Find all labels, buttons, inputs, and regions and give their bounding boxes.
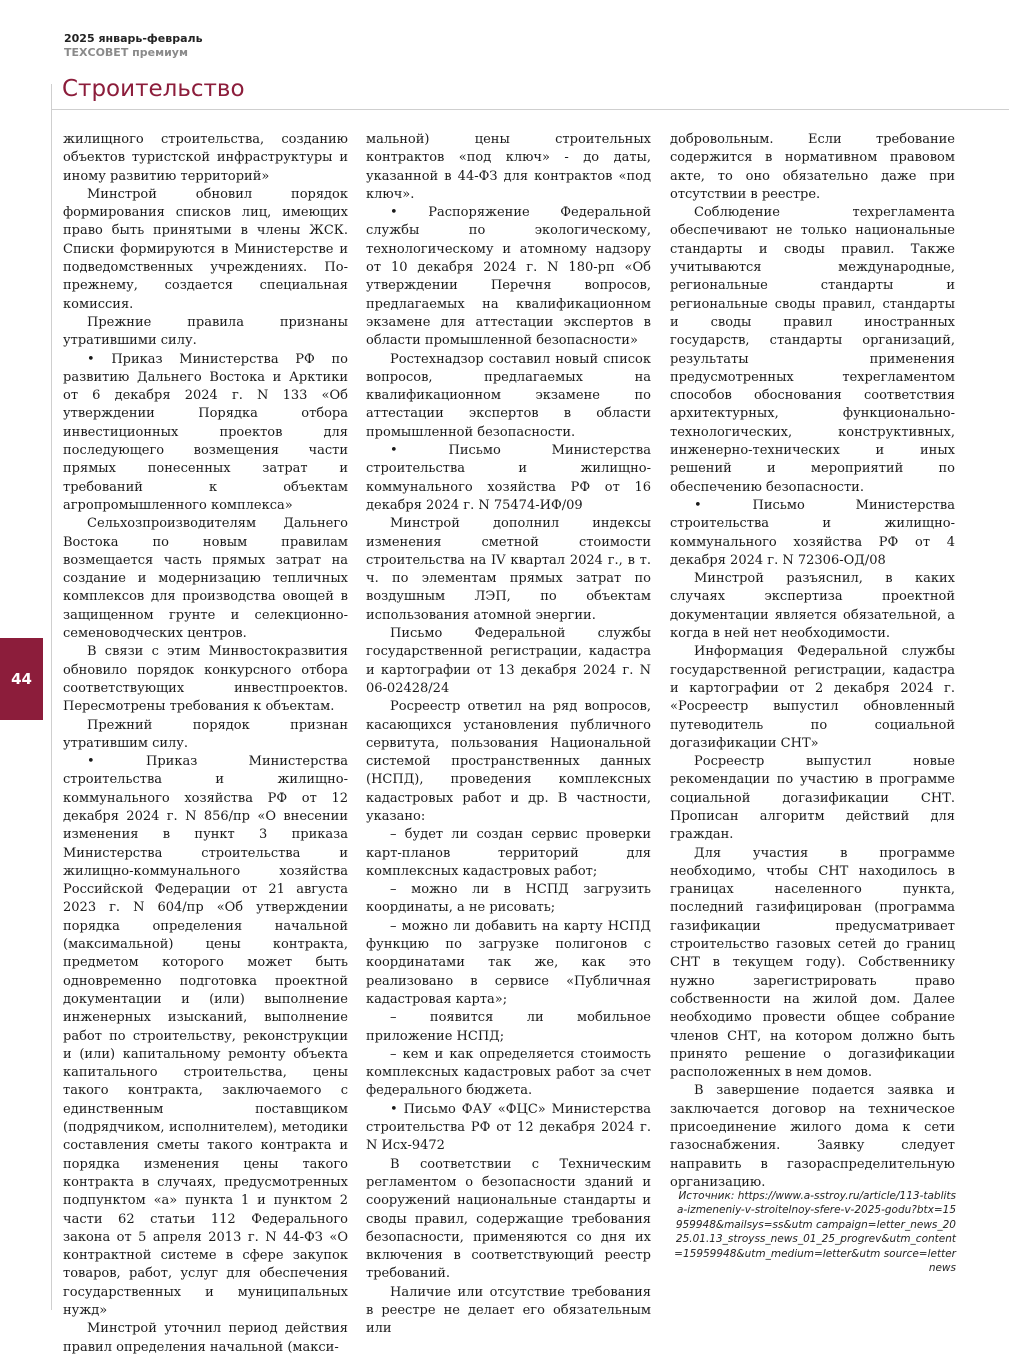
paragraph: • Распоряжение Федеральной службы по экологическому, технологическому и атомному надзору от 10 декабря 2024 г. N 180-рп «Об утверждении Перечня вопросов, предлагаемых на квалификационном экзамене для аттестации экспертов в области промышленной безопасности» [366, 205, 651, 349]
paragraph: Росреестр выпустил новые рекомендации по участию в программе социальной догазификации СНТ. Прописан алгоритм действий для граждан. [670, 754, 955, 843]
paragraph: Минстрой разъяснил, в каких случаях экспертиза проектной документации является обязательной, а когда в ней нет необходимости. [670, 571, 955, 642]
paragraph: Информация Федеральной службы государственной регистрации, кадастра и картографии от 2 декабря 2024 г. «Росреестр выпустил обновленный путеводитель по социальной догазификации СНТ» [670, 644, 955, 751]
paragraph: • Приказ Министерства строительства и жилищно-коммунального хозяйства РФ от 12 декабря 2024 г. N 856/пр «О внесении изменения в пункт 3 приказа Министерства строительства и жилищно-коммунального хозяйства Российской Федерации от 21 августа 2023 г. N 604/пр «Об утверждении порядка определения начальной (максимальной) цены контракта, предметом которого может быть одновременно подготовка проектной документации и (или) выполнение инженерных изысканий, выполнение работ по строительству, реконструкции и (или) капитальному ремонту объекта капитального строительства, цены такого контракта, заключаемого с единственным поставщиком (подрядчиком, исполнителем), методики составления сметы такого контракта и порядка изменения цены такого контракта в случаях, предусмотренных подпунктом «а» пункта 1 и пунктом 2 части 62 статьи 112 Федерального закона от 5 апреля 2013 г. N 44-ФЗ «О контрактной системе в сфере закупок товаров, работ, услуг для обеспечения государственных и муниципальных нужд» [63, 754, 348, 1318]
paragraph: В завершение подается заявка и заключается договор на техническое присоединение жилого дома к сети газоснабжения. Заявку следует направить в газораспределительную организацию. [670, 1083, 955, 1190]
paragraph: В соответствии с Техническим регламентом о безопасности зданий и сооружений национальные стандарты и своды правил, содержащие требования безопасности, применяются со дня их включения в соответствующий реестр требований. [366, 1156, 651, 1282]
paragraph: Минстрой обновил порядок формирования списков лиц, имеющих право быть принятыми в члены ЖСК. Списки формируются в Министерстве и подведомственных учреждениях. По-прежнему, создается специальная комиссия. [63, 186, 348, 312]
column-1 [63, 131, 348, 1357]
paragraph: – кем и как определяется стоимость комплексных кадастровых работ за счет федерального бюджета. [366, 1046, 651, 1099]
column-3 [670, 131, 955, 1192]
paragraph: Прежние правила признаны утратившими силу. [63, 314, 348, 349]
page-number-tab: 44 [0, 638, 43, 720]
paragraph: мальной) цены строительных контрактов «под ключ» - до даты, указанной в 44-ФЗ для контрактов «под ключ». [366, 132, 651, 202]
paragraph: жилищного строительства, созданию объектов туристской инфраструктуры и иному развитию территорий» [63, 132, 348, 184]
magazine-brand: ТЕХСОВЕТ премиум [64, 46, 188, 59]
paragraph: • Письмо ФАУ «ФЦС» Министерства строительства РФ от 12 декабря 2024 г. N Исх-9472 [366, 1101, 651, 1154]
paragraph: – можно ли добавить на карту НСПД функцию по загрузке полигонов с координатами так же, как это реализовано в сервисе «Публичная кадастровая карта»; [366, 918, 651, 1007]
paragraph: Росреестр ответил на ряд вопросов, касающихся установления публичного сервитута, пользования Национальной системой пространственных данных (НСПД), проведения комплексных кадастровых работ и др. В частности, указано: [366, 699, 651, 824]
paragraph: В связи с этим Минвостокразвития обновило порядок конкурсного отбора соответствующих инвестпроектов. Пересмотрены требования к объектам. [63, 644, 348, 715]
section-title: Строительство [62, 76, 245, 102]
paragraph: – появится ли мобильное приложение НСПД; [366, 1010, 651, 1044]
paragraph: • Письмо Министерства строительства и жилищно-коммунального хозяйства РФ от 4 декабря 2024 г. N 72306-ОД/08 [670, 497, 955, 568]
paragraph: • Приказ Министерства РФ по развитию Дальнего Востока и Арктики от 6 декабря 2024 г. N 133 «Об утверждении Порядка отбора инвестиционных проектов для последующего возмещения части прямых понесенных затрат и требований к объектам агропромышленного комплекса» [63, 351, 348, 513]
paragraph: добровольным. Если требование содержится в нормативном правовом акте, то оно обязательно даже при отсутствии в реестре. [670, 132, 955, 202]
paragraph: • Письмо Министерства строительства и жилищно-коммунального хозяйства РФ от 16 декабря 2024 г. N 75474-ИФ/09 [366, 443, 651, 513]
column-2 [366, 131, 651, 1339]
paragraph: Письмо Федеральной службы государственной регистрации, кадастра и картографии от 13 декабря 2024 г. N 06-02428/24 [366, 626, 651, 696]
source-note: Источник: https://www.a-sstroy.ru/article/113-tablitsa-izmeneniy-v-stroitelnoy-sfere-v-2025-godu?btx=15959948&mailsys=ss&utm campaign=letter_news_2025.01.13_stroyss_news_01_25_progrev&utm_content=15959948&utm_medium=letter&utm source=letter news [674, 1190, 956, 1275]
paragraph: – будет ли создан сервис проверки карт-планов территорий для комплексных кадастровых работ; [366, 827, 651, 879]
paragraph: Ростехнадзор составил новый список вопросов, предлагаемых на квалификационном экзамене по аттестации экспертов в области промышленной безопасности. [366, 351, 651, 440]
issue-date: 2025 январь-февраль [64, 32, 203, 45]
vertical-rule [51, 84, 52, 1310]
paragraph: Минстрой уточнил период действия правил определения начальной (макси- [63, 1321, 348, 1355]
paragraph: Наличие или отсутствие требования в реестре не делает его обязательным или [366, 1284, 651, 1337]
paragraph: Для участия в программе необходимо, чтобы СНТ находилось в границах населенного пункта, последний газифицирован (программа газификации предусматривает строительство газовых сетей до границ СНТ в текущем году). Собственнику нужно зарегистрировать право собственности на жилой дом. Далее необходимо провести общее собрание членов СНТ, на котором должно быть принято решение о догазификации расположенных в нем домов. [670, 845, 955, 1081]
paragraph: Прежний порядок признан утратившим силу. [63, 717, 348, 751]
paragraph: Сельхозпроизводителям Дальнего Востока по новым правилам возмещается часть прямых затрат на создание и модернизацию тепличных комплексов для производства овощей в защищенном грунте и селекционно-семеноводческих центров. [63, 516, 348, 642]
paragraph: Минстрой дополнил индексы изменения сметной стоимости строительства на IV квартал 2024 г., в т. ч. по элементам прямых затрат по воздушным ЛЭП, по объектам использования атомной энергии. [366, 516, 651, 623]
paragraph: – можно ли в НСПД загрузить координаты, а не рисовать; [366, 882, 651, 916]
header-rule [51, 109, 1009, 110]
paragraph: Соблюдение техрегламента обеспечивают не только национальные стандарты и своды правил. Также учитываются международные, региональные стандарты и региональные своды правил, стандарты и своды правил иностранных государств, стандарты организаций, результаты применения предусмотренных техрегламентом способов обоснования соответствия архитектурных, функционально-технологических, конструктивных, инженерно-технических и иных решений и мероприятий по обеспечению безопасности. [670, 205, 955, 495]
